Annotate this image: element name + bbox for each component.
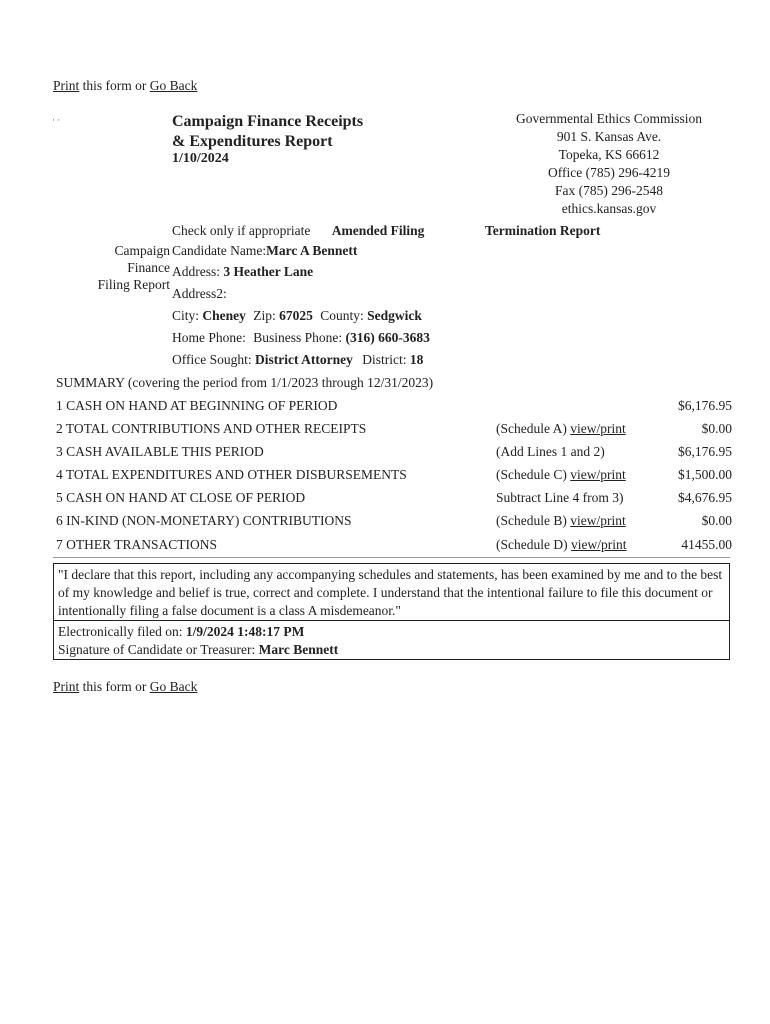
summary-row xyxy=(56,467,732,490)
summary-row-amount: $6,176.95 xyxy=(678,398,732,413)
district-value: 18 xyxy=(409,352,424,367)
side-label-1: Campaign xyxy=(114,243,170,258)
bottom-nav xyxy=(53,679,197,695)
side-label-3: Filing Report xyxy=(97,277,170,292)
logo-icon: · · xyxy=(52,115,61,125)
business-phone-label: Business Phone: xyxy=(253,330,346,345)
divider xyxy=(53,557,730,558)
city-value: Cheney xyxy=(202,308,246,323)
check-row xyxy=(172,223,424,239)
agency-street: 901 S. Kansas Ave. xyxy=(556,129,662,144)
schedule-b-view-print-link[interactable]: view/print xyxy=(570,513,626,528)
office-value: District Attorney xyxy=(255,352,353,367)
office-label: Office Sought: xyxy=(172,352,255,367)
side-label-2: Finance xyxy=(127,260,170,275)
summary-row-label: 7 OTHER TRANSACTIONS xyxy=(56,537,218,552)
filed-label: Electronically filed on: xyxy=(58,624,186,639)
county-value: Sedgwick xyxy=(367,308,422,323)
summary-row-amount: $0.00 xyxy=(701,421,732,436)
summary-row-amount: $6,176.95 xyxy=(678,444,732,459)
address2-label: Address2: xyxy=(172,286,227,301)
agency-office-phone: Office (785) 296-4219 xyxy=(548,165,670,180)
report-title-line1: Campaign Finance Receipts xyxy=(172,113,364,130)
address2-row xyxy=(172,286,227,302)
summary-row-label: 4 TOTAL EXPENDITURES AND OTHER DISBURSEMENTS xyxy=(56,467,407,482)
print-link-bottom[interactable]: Print xyxy=(53,679,80,694)
signature-label: Signature of Candidate or Treasurer: xyxy=(58,642,259,657)
schedule-c-view-print-link[interactable]: view/print xyxy=(570,467,626,482)
filed-value: 1/9/2024 1:48:17 PM xyxy=(185,624,305,639)
go-back-link-bottom[interactable]: Go Back xyxy=(149,679,198,694)
summary-row xyxy=(56,421,732,444)
agency-web: ethics.kansas.gov xyxy=(561,201,657,216)
summary-row-schedule xyxy=(496,467,626,483)
zip-label: Zip: xyxy=(253,308,280,323)
summary-row-schedule xyxy=(496,537,626,553)
check-label: Check only if appropriate xyxy=(172,223,311,238)
county-label: County: xyxy=(320,308,368,323)
candidate-label: Candidate Name: xyxy=(172,243,267,258)
nav-text-bottom: this form or xyxy=(79,679,150,694)
summary-row-amount: $1,500.00 xyxy=(678,467,732,482)
summary-row-amount: 41455.00 xyxy=(681,537,732,552)
summary-row xyxy=(56,444,732,467)
signature-value: Marc Bennett xyxy=(258,642,339,657)
summary-row-label: 6 IN-KIND (NON-MONETARY) CONTRIBUTIONS xyxy=(56,513,352,528)
nav-text: this form or xyxy=(79,78,150,93)
declaration-box: "I declare that this report, including any accompanying schedules and statements, has been examined by me and to the best of my knowledge and belief is true, correct and complete. I understand that the intentional failure to file this document or intentionally filing a false document is a class A misdemeanor." xyxy=(53,563,730,621)
report-date: 1/10/2024 xyxy=(172,151,229,166)
phone-row xyxy=(172,330,430,346)
summary-row-amount: $0.00 xyxy=(701,513,732,528)
summary-row-schedule xyxy=(496,421,626,437)
address-value: 3 Heather Lane xyxy=(223,264,314,279)
summary-row-label: 5 CASH ON HAND AT CLOSE OF PERIOD xyxy=(56,490,306,505)
agency-city: Topeka, KS 66612 xyxy=(558,147,660,162)
summary-row-schedule: (Add Lines 1 and 2) xyxy=(496,444,605,459)
summary-row-label: 3 CASH AVAILABLE THIS PERIOD xyxy=(56,444,264,459)
report-title-line2: & Expenditures Report xyxy=(172,133,333,150)
report-title xyxy=(172,112,363,152)
schedule-d-view-print-link[interactable]: view/print xyxy=(570,537,627,552)
office-row xyxy=(172,352,423,368)
schedule-text: (Schedule A) xyxy=(496,421,571,436)
zip-value: 67025 xyxy=(279,308,313,323)
agency-block xyxy=(500,110,718,218)
summary-row-schedule xyxy=(496,513,626,529)
amended-filing-label: Amended Filing xyxy=(331,223,425,238)
signature-box xyxy=(53,620,730,660)
home-phone-label: Home Phone: xyxy=(172,330,246,345)
summary-row xyxy=(56,513,732,536)
summary-row-label: 2 TOTAL CONTRIBUTIONS AND OTHER RECEIPTS xyxy=(56,421,367,436)
summary-row-amount: $4,676.95 xyxy=(678,490,732,505)
agency-fax: Fax (785) 296-2548 xyxy=(555,183,663,198)
district-label: District: xyxy=(362,352,410,367)
go-back-link[interactable]: Go Back xyxy=(149,78,198,93)
termination-report-label: Termination Report xyxy=(485,223,601,238)
business-phone-value: (316) 660-3683 xyxy=(345,330,430,345)
schedule-a-view-print-link[interactable]: view/print xyxy=(570,421,626,436)
schedule-text: (Schedule C) xyxy=(496,467,571,482)
city-row xyxy=(172,308,422,324)
candidate-name: Marc A Bennett xyxy=(266,243,358,258)
city-label: City: xyxy=(172,308,203,323)
filed-row xyxy=(58,623,725,641)
address-row xyxy=(172,264,313,280)
candidate-row xyxy=(172,243,357,259)
schedule-text: (Schedule D) xyxy=(496,537,571,552)
address-label: Address: xyxy=(172,264,224,279)
top-nav xyxy=(53,78,197,94)
summary-heading: SUMMARY (covering the period from 1/1/2023 through 12/31/2023) xyxy=(56,375,434,390)
signature-row xyxy=(58,641,725,659)
print-link[interactable]: Print xyxy=(53,78,80,93)
summary-row xyxy=(56,398,732,421)
schedule-text: (Schedule B) xyxy=(496,513,571,528)
summary-row-label: 1 CASH ON HAND AT BEGINNING OF PERIOD xyxy=(56,398,338,413)
agency-name: Governmental Ethics Commission xyxy=(516,111,702,126)
summary-row-schedule: Subtract Line 4 from 3) xyxy=(496,490,624,505)
side-label xyxy=(84,242,170,293)
summary-row xyxy=(56,490,732,513)
